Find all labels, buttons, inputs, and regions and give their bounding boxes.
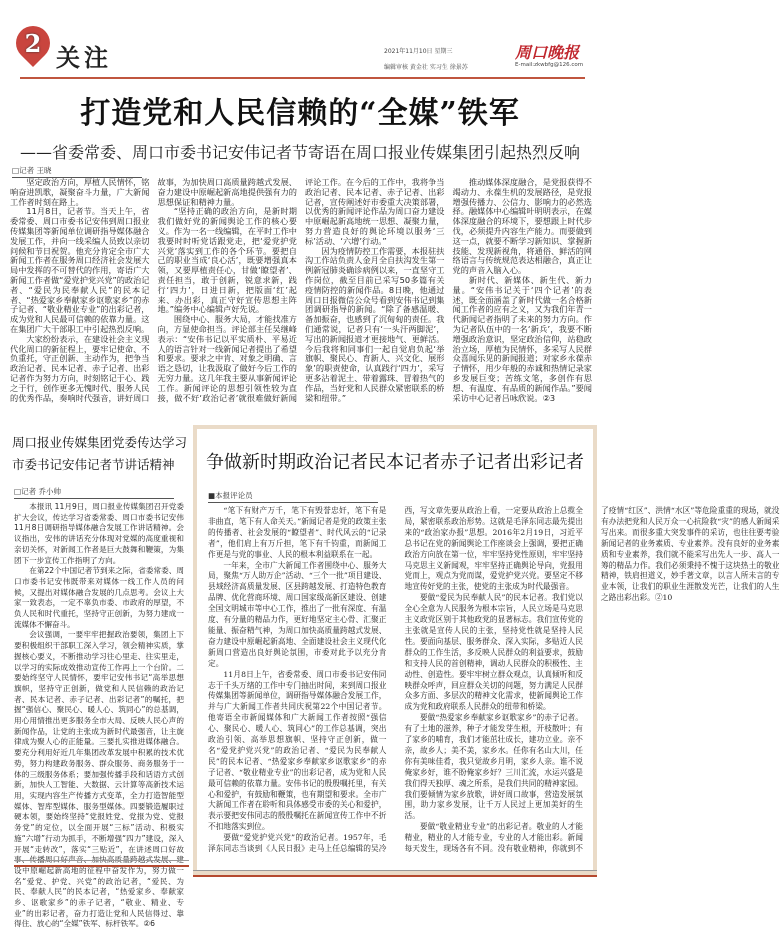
- lead-byline: □记者 王晓: [12, 165, 142, 178]
- paragraph: “坚持正确的政治方向，是新时期我们做好党的新闻舆论工作的核心要义。作为一名一线编辑，在平时工作中我要时时听党话跟党走，把‘爱党护党兴党’落实到工作的各个环节。要把自己的职业当成‘良心活’，既要增强真本领，又要厚植责任心，甘做‘瞭望者’、责任担当，敢于创新，锐意求新，践行‘四力’，日进日新，把版面‘红’起来、办出彩，真正守好宣传思想主阵地。”编务中心编辑卢好先说。: [157, 206, 297, 315]
- paragraph: 一年来，全市广大新闻工作者围绕中心、服务大局，聚焦“万人助万企”活动、“三个一批”项目建设、县域经济高质量发展、区县跨越发展、打造特色教育品牌、优化营商环境、周口国家级高新区建设、创建全国文明城市等中心工作，推出了一批有深度、有温度、有分量的精品力作，更好地坚定主心骨、汇聚正能量、振奋精气神，为周口加快高质量跨越式发展、奋力建设中原崛起新高地、全面建设社会主义现代化新周口营造出良好舆论氛围，市委对此予以充分肯定。: [208, 560, 387, 668]
- paragraph: 因为疫情防控工作需要，本报驻扶沟工作站负责人金月全自扶沟发生第一例新冠肺炎确诊病例以来，一直坚守工作岗位，截至目前已采写50多篇有关疫情防控的新闻作品。8日晚，他通过周口日报微信公众号看到安伟书记到集团调研指导的新闻。“除了备感温暖、备加振奋，也感到了沉甸甸的责任。我们通常说，记者只有‘一头汗两脚泥’，写出的新闻报道才更接地气、更鲜活。今后我将和同事们一起自觉肩负起‘举旗帜、聚民心、育新人、兴文化、展形象’的职责使命，认真践行‘四力’，采写更多沾着泥土、带着露珠、冒着热气的作品，当好党和人民群众紧密联系的桥梁和纽带。”: [305, 245, 445, 403]
- lead-subheadline: ——省委常委、周口市委书记安伟记者节寄语在周口报业传媒集团引起热烈反响: [19, 143, 580, 162]
- paragraph: 围绕中心、服务大局，才能找准方向，方显使命担当。评论部主任吴继峰表示：“安伟书记以平实质朴、平易近人的语言针对一线新闻记者提出了希望和要求。要求之中肯、对象之明确、言语之恳切，让我汲取了做好今后工作的无穷力量。这几年我主要从事新闻评论工作。新闻评论的思想引领性较为直接，做不好‘政治记者’就很难做好新闻评论工作。在今后的工作中，我将争当政治记者、民本记者、赤子记者、出彩记者，宣传阐述好市委重大决策部署，以优秀的新闻评论作品为周口奋力建设中原崛起新高地统一思想、凝聚力量，努力营造良好的舆论环境以服务‘三标’活动、‘六增’行动。”: [157, 177, 445, 403]
- contact-email: E-mail:zkwbfg@126.com: [515, 62, 584, 68]
- second-article-byline: □记者 乔小帅: [14, 486, 174, 499]
- commentary-body: [208, 506, 780, 858]
- paragraph: 会议强调，一要牢牢把握政治要领，集团上下要积极组织干部职工深入学习，领会精神实质，掌握核心要义，不断推动学习往心里走、往实里走，以学习的实际成效推动宣传工作再上一个台阶。二要始终坚守人民情怀，要牢记安伟书记“高举思想旗帜，坚持守正创新，做党和人民信赖的政治记者、民本记者、赤子记者、出彩记者”的嘱托，把握“强信心、聚民心、暖人心、筑同心”的总基调，用心用情推出更多服务全市大局、反映人民心声的新闻作品，让党的主张成为新时代最强音，让主旋律成为聚人心的正能量。三要扎实推进媒体融合。要充分利用好近几年集团改革发展中积累的技术优势，努力构建政务服务、群众服务、商务服务于一体的三级服务体系；要加强传播手段和话语方式创新，加快人工智能、大数据、云计算等高新技术运用，实现内容生产传播方式变革，全力打造智能型媒体、智库型媒体、服务型媒体。四要锻造履职过硬本领，要始终坚持“党报姓党、党报为党、党报务党”的定位，以全面开展“三标”活动、积极实施“六增”行动为抓手，不断增强“四力”建设，深入开展“走转改”，落实“三贴近”，在讲述周口好故事、传播周口好声音、加快高质量跨越式发展、建设中原崛起新高地的征程中奋发作为，努力做一名“爱党、护党、兴党”的政治记者，“爱民、为民、奉献人民”的民本记者，“热爱家乡、奉献家乡、讴歌家乡”的赤子记者，“敬业、精业、专业”的出彩记者，奋力打造让党和人民信得过、靠得住、放心的“全媒”铁军、标杆铁军。②6: [14, 630, 184, 929]
- paragraph: 要做“敬业精业专业”的出彩记者。敬业的人才能精业，精业的人才能专业，专业的人才能出彩。新闻每天发生，现场各有不同。没有敬业精神，你就到不了疫情“红区”、洪情“水区”等危险重重的现场，就没有办法把党和人民万众一心抗险救“灾”的感人新闻采写出来。而很多重大突发事件的采访，也往往要考验新闻记者的业务素质、专业素养。没有良好的业务素质和专业素养，我们就不能采写出先人一步、高人一筹的精品力作。我们必须秉持不愧于这块热土的敬业精神，铁肩担道义，妙手著文章，以言人所未言的专业本领，让我们的职业生涯散发光芒，让我们的人生之路出彩出彩。②10: [404, 506, 780, 854]
- bottom-divider: [14, 860, 189, 867]
- lead-headline: 打造党和人民信赖的“全媒”铁军: [80, 96, 520, 131]
- paragraph: 要做“爱民为民奉献人民”的民本记者。我们党以全心全意为人民服务为根本宗旨，人民立场是马克思主义政党区别于其他政党的显著标志。我们宣传党的主张就是宣传人民的主张，坚持党性就是坚持人民性。要面向基层、服务群众、深入实际，多贴近人民群众的工作生活，多反映人民群众的利益要求，鼓励和支持人民的首创精神，调动人民群众的积极性、主动性、创造性。要牢牢树立群众观点，认真倾听和反映群众呼声，回应群众关切的问题，努力满足人民群众多方面、多层次的精神文化需求，使新闻舆论工作成为党和政府联系人民群众的纽带和桥梁。: [404, 593, 583, 712]
- paragraph: 11月8日上午，省委常委、周口市委书记安伟同志于千头万绪的工作中专门抽出时间，来到周口报业传媒集团等新闻单位，调研指导媒体融合发展工作，并与广大新闻工作者共同庆祝第22个中国记者节。他寄语全市新闻媒体和广大新闻工作者按照“强信心、聚民心、暖人心、筑同心”的工作总基调，突出政治引领、高举思想旗帜、坚持守正创新，做一名“爱党护党兴党”的政治记者、“爱民为民奉献人民”的民本记者、“热爱家乡奉献家乡讴歌家乡”的赤子记者、“敬业精业专业”的出彩记者，成为党和人民最可信赖的依靠力量。安伟书记的殷殷嘱托里，有关心和爱护，有鼓励和鞭策，也有期望和要求。全市广大新闻工作者在聆听和具体感受市委的关心和爱护，表示要把安伟同志的殷殷嘱托在新闻宣传工作中不折不扣地落实到位。: [208, 669, 387, 832]
- editors-line: 编辑审核 黄金社 实习生 徐景苏: [384, 64, 468, 71]
- paragraph: 11月8日，记者节。当天上午，省委常委、周口市委书记安伟到周口报业传媒集团等新闻单位调研指导媒体融合发展工作，并向一线采编人员致以亲切问候和节日祝贺。他充分肯定全市广大新闻工作者在服务周口经济社会发展大局中发挥的不可替代的作用，寄语广大新闻工作者做“爱党护党兴党”的政治记者、“爱民为民奉献人民”的民本记者、“热爱家乡奉献家乡讴歌家乡”的赤子记者、“敬业精业专业”的出彩记者，成为党和人民最可信赖的依靠力量。这在集团广大干部职工中引起热烈反响。: [10, 206, 150, 334]
- paragraph: 要做“热爱家乡奉献家乡讴歌家乡”的赤子记者。有了土地的滋养，种子才能发芽生根，开枝散叶；有了家乡的哺育，我们才能茁壮成长，建功立业。亲不亲，故乡人；美不美，家乡水。任你有名山大川，任你有美味佳肴，我只觉故乡月明，家乡人亲。谁不说俺家乡好，谁不盼俺家乡好？三川汇流，水运兴盛是我们得天独厚、魂之所系，是我们共同的精神家园。我们要倾情为家乡放歌，讲好周口故事，营造发展氛围，助力家乡发展，让千万人民过上更加美好的生活。: [404, 713, 583, 821]
- header-divider: [20, 77, 585, 79]
- lead-article-body: [10, 178, 592, 420]
- paragraph: 大家纷纷表示，在建设社会主义现代化周口的新征程上，要牢记使命、不负重托，守正创新、主动作为，把争当政治记者、民本记者、赤子记者、出彩记者作为努力方向，时刻铭记于心、践之于行，创作更多无愧时代、服务人民的优秀作品，奏响时代强音，讲好周口故事，为加快周口高质量跨越式发展、奋力建设中原崛起新高地提供强有力的思想保证和精神力量。: [10, 177, 297, 403]
- second-article-title: 周口报业传媒集团党委传达学习市委书记安伟记者节讲话精神: [12, 435, 188, 472]
- bottom-divider: [193, 870, 597, 877]
- section-title: 关注: [56, 43, 112, 72]
- newspaper-logo: 周口晚报: [515, 43, 580, 62]
- paragraph: 坚定政治方向，厚植人民情怀，铭响奋进凯歌，凝聚奋斗力量，广大新闻工作者时刻在路上。: [10, 177, 150, 207]
- paragraph: 本报讯 11月9日，周口报业传媒集团召开党委扩大会议，传达学习省委常委、周口市委书记安伟11月8日调研指导媒体融合发展工作讲话精神。会议指出，安伟的讲话充分体现对党媒的高度重视和亲切关怀，对新闻工作者是巨大鼓舞和鞭策，为集团下一步宣传工作指明了方向。: [14, 502, 184, 565]
- paragraph: 新时代、新媒体、新生代、新力量。“安伟书记关于‘四个记者’的表述，既全面涵盖了新时代做一名合格新闻工作者的应有之义，又为我们年青一代新闻记者指明了未来的努力方向。作为记者队伍中的一名‘新兵’，我要不断增强政治意识，坚定政治信仰，站稳政治立场，厚植为民情怀，多采写人民群众喜闻乐见的新闻报道；对家乡永葆赤子情怀，用少年般的赤诚和热情记录家乡发展巨变；苦练文笔，多创作有思想、有温度、有品质的新闻作品。”要闻采访中心记者吕咏欣说。②3: [452, 274, 592, 403]
- paragraph: 要做“爱党护党兴党”的政治记者。1957年，毛泽东同志当谈到《人民日报》走马上任总编辑的吴冷西，写文章先要从政治上看，一定要从政治上总揽全局，紧密联系政治形势。这就是毛泽东同志最先提出来的“政治家办报”思想。2016年2月19日，习近平总书记在党的新闻舆论工作座谈会上强调，要把正确政治方向放在第一位，牢牢坚持党性原则，牢牢坚持马克思主义新闻观，牢牢坚持正确舆论导向，党报用党而上，观点为党而谋，爱党护党兴党。要坚定不移地宣传好党的主张，使党的主张成为时代最强音。: [208, 506, 583, 854]
- commentary-byline: ■本报评论员: [208, 490, 378, 503]
- paragraph: 在第22个中国记者节到来之际，省委常委、周口市委书记安伟既带来对媒体一线工作人员的问候，又提出对媒体融合发展的几点思考。会议上大家一致表态，一定不辜负市委、市政府的厚望，不负人民和时代重托，坚持守正创新，为努力建成一流媒体不懈奋斗。: [14, 566, 184, 629]
- commentary-title: 争做新时期政治记者民本记者赤子记者出彩记者: [206, 452, 584, 473]
- paragraph: “笔下有财产万千，笔下有毁誉忠奸，笔下有是非曲直，笔下有人命关天。”新闻记者是党的政策主张的传播者、社会发展的“瞭望者”、时代风云的“记录者”，他们肩上有万斤担，笔下有千钧重，而新闻工作更是与党的事业、人民的根本利益联系在一起。: [208, 506, 387, 559]
- issue-date: 2021年11月10日 星期三: [384, 48, 453, 55]
- paragraph: 推动媒体深度融合，是党报获得不竭动力、永葆生机的发展路径，是党报增强传播力、公信力、影响力的必然选择。融媒体中心编辑叶明明表示，在媒体深度融合的环境下，要想跟上时代步伐，必须提升内容生产能力。而要做到这一点，就要不断学习新知识、掌握新技能、发现新视角，将通俗、鲜活的网络语言与传统规范表达相融合，真正让党的声音入脑入心。: [452, 177, 592, 276]
- page-number: 2: [24, 29, 42, 58]
- second-article-body: [14, 502, 184, 929]
